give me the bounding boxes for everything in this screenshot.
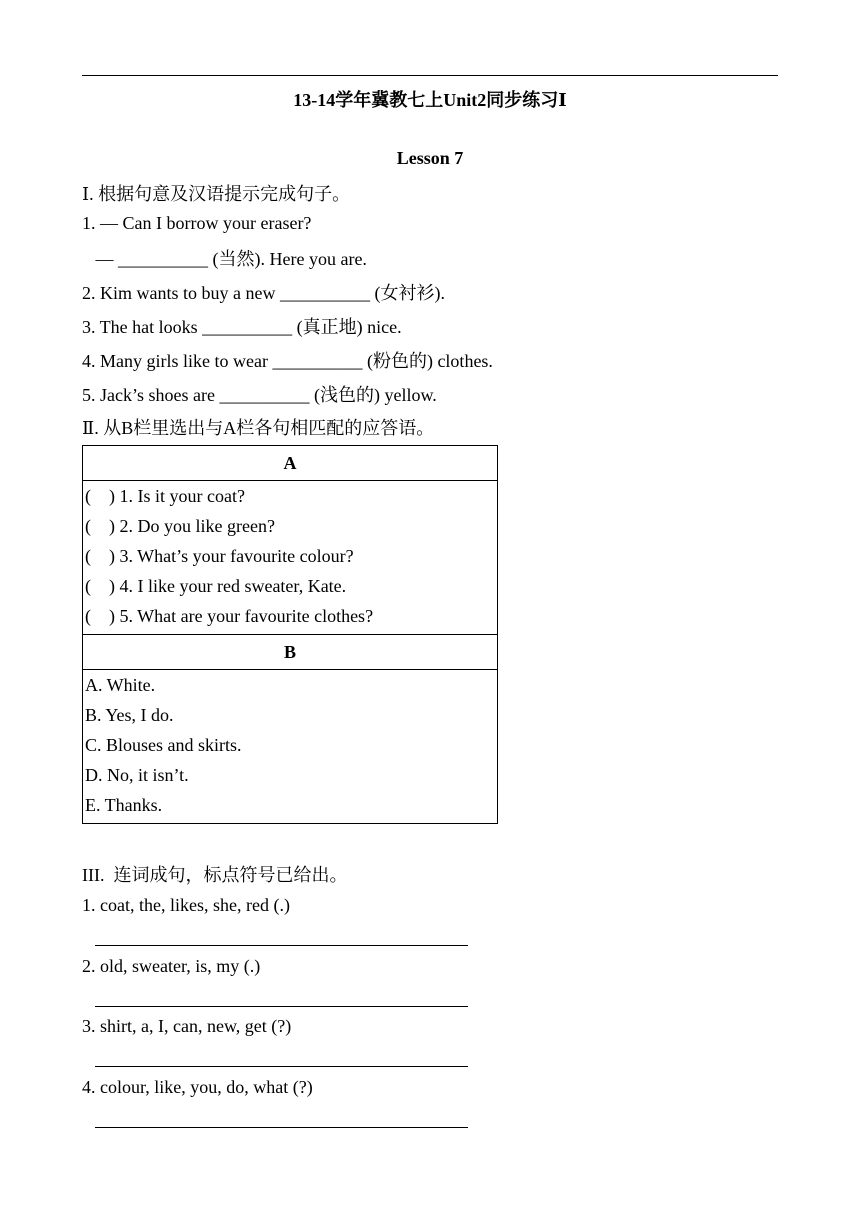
column-b-header: B xyxy=(83,635,498,670)
answer-line-4 xyxy=(95,1127,468,1128)
section-1-item-1: 1. — Can I borrow your eraser? xyxy=(82,213,312,233)
column-a-item: ( ) 1. Is it your coat? xyxy=(85,486,245,506)
section-3-item-4: 4. colour, like, you, do, what (?) xyxy=(82,1077,313,1097)
column-a-list xyxy=(83,481,498,635)
section-1-item-1-answer: — __________ (当然). Here you are. xyxy=(82,249,367,269)
column-a-item: ( ) 3. What’s your favourite colour? xyxy=(85,546,354,566)
section-1-heading: Ⅰ. 根据句意及汉语提示完成句子。 xyxy=(82,184,351,204)
section-3-item-1: 1. coat, the, likes, she, red (.) xyxy=(82,895,290,915)
section-1-item-3: 3. The hat looks __________ (真正地) nice. xyxy=(82,317,402,337)
section-1-item-2: 2. Kim wants to buy a new __________ (女衬衫). xyxy=(82,283,445,303)
column-b-item: E. Thanks. xyxy=(85,795,163,815)
section-3-item-3: 3. shirt, a, I, can, new, get (?) xyxy=(82,1016,292,1036)
column-b-item: D. No, it isn’t. xyxy=(85,765,189,785)
document-title: 13-14学年冀教七上Unit2同步练习Ⅰ xyxy=(293,90,567,110)
column-a-item: ( ) 4. I like your red sweater, Kate. xyxy=(85,576,347,596)
section-1-item-5: 5. Jack’s shoes are __________ (浅色的) yellow. xyxy=(82,385,437,405)
column-b-item: A. White. xyxy=(85,675,156,695)
answer-line-1 xyxy=(95,945,468,946)
answer-line-2 xyxy=(95,1006,468,1007)
header-rule xyxy=(82,75,778,76)
column-b-item: B. Yes, I do. xyxy=(85,705,174,725)
column-a-header: A xyxy=(83,446,498,481)
matching-table xyxy=(82,445,498,824)
column-b-list xyxy=(83,670,498,824)
section-3-heading: III. 连词成句，标点符号已给出。 xyxy=(82,865,348,885)
section-3-item-2: 2. old, sweater, is, my (.) xyxy=(82,956,261,976)
lesson-heading: Lesson 7 xyxy=(396,148,464,168)
section-1-item-4: 4. Many girls like to wear __________ (粉色的) clothes. xyxy=(82,351,493,371)
column-a-item: ( ) 5. What are your favourite clothes? xyxy=(85,606,374,626)
column-a-item: ( ) 2. Do you like green? xyxy=(85,516,275,536)
answer-line-3 xyxy=(95,1066,468,1067)
column-b-item: C. Blouses and skirts. xyxy=(85,735,242,755)
section-2-heading: Ⅱ. 从B栏里选出与A栏各句相匹配的应答语。 xyxy=(82,418,435,438)
